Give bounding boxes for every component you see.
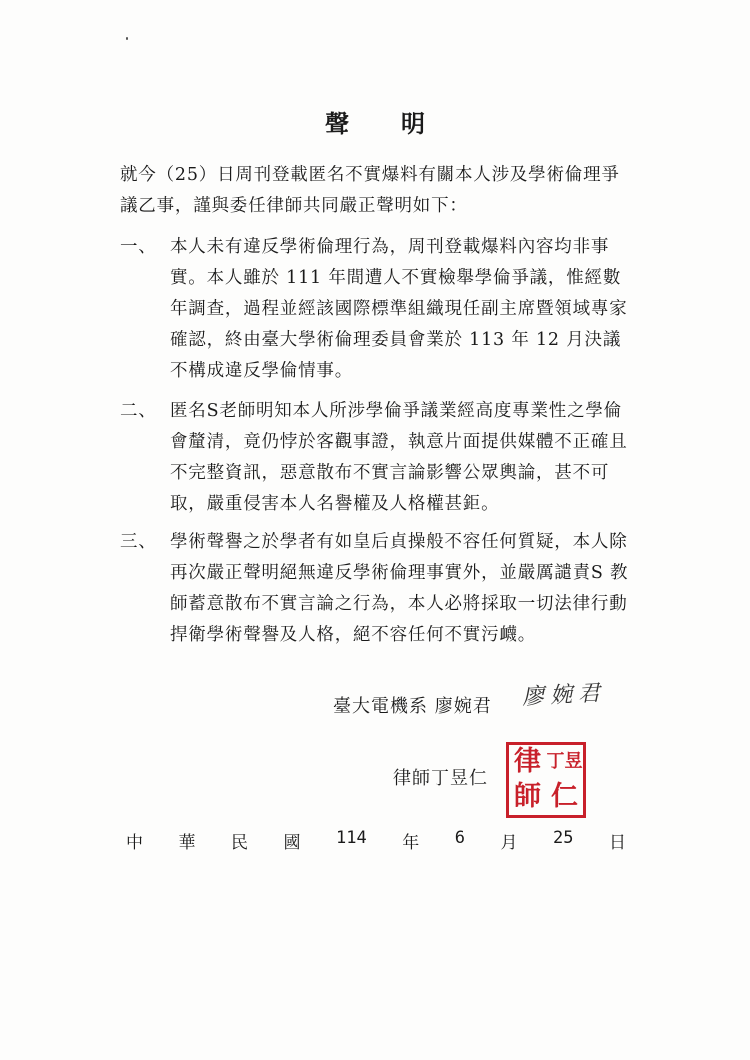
handwritten-signature: 廖婉君 bbox=[521, 680, 607, 711]
statement-item-2 bbox=[120, 396, 635, 520]
item-text: 學術聲譽之於學者有如皇后貞操般不容任何質疑，本人除再次嚴正聲明絕無違反學術倫理事實外，並嚴厲譴責S 教師蓄意散布不實言論之行為，本人必將採取一切法律行動捍衛學術聲譽及人格，絕不容任何不實污衊。 bbox=[170, 532, 629, 645]
item-number: 三、 bbox=[120, 532, 157, 552]
item-text: 本人未有違反學術倫理行為，周刊登載爆料內容均非事實。本人雖於 111 年間遭人不實檢舉學倫爭議，惟經數年調查，過程並經該國際標準組織現任副主席暨領域專家確認，終由臺大學術倫理委員會業於 113 年 12 月決議不構成違反學倫情事。 bbox=[170, 237, 628, 381]
scan-speck bbox=[126, 37, 128, 40]
date-part: 民 bbox=[231, 833, 248, 853]
date-part: 月 bbox=[500, 833, 518, 853]
statement-item-3 bbox=[120, 527, 635, 651]
seal-char: 仁 bbox=[551, 781, 578, 812]
seal-char: 師 bbox=[514, 781, 541, 812]
date-part: 年 bbox=[402, 833, 420, 853]
signatory-professor: 臺大電機系 廖婉君 bbox=[333, 696, 492, 717]
date-part: 華 bbox=[178, 833, 196, 853]
item-number: 二、 bbox=[120, 401, 157, 421]
document-date bbox=[126, 828, 626, 853]
date-part: 114 bbox=[336, 828, 367, 848]
date-part: 6 bbox=[454, 828, 465, 848]
statement-item-1 bbox=[120, 232, 635, 387]
date-part: 中 bbox=[126, 833, 143, 853]
lawyer-seal-stamp bbox=[506, 742, 586, 818]
date-part: 國 bbox=[283, 833, 301, 853]
document-title: 聲明 bbox=[325, 109, 477, 138]
date-part: 日 bbox=[608, 833, 626, 853]
item-number: 一、 bbox=[120, 237, 157, 257]
signatory-lawyer: 律師丁昱仁 bbox=[393, 768, 488, 789]
item-text: 匿名S老師明知本人所涉學倫爭議業經高度專業性之學倫會釐清，竟仍悖於客觀事證，執意片面提供媒體不正確且不完整資訊，惡意散布不實言論影響公眾輿論，甚不可取，嚴重侵害本人名譽權及人格權甚鉅。 bbox=[170, 401, 628, 514]
intro-paragraph: 就今（25）日周刊登載匿名不實爆料有關本人涉及學術倫理爭議乙事，謹與委任律師共同嚴正聲明如下： bbox=[120, 165, 620, 216]
date-part: 25 bbox=[552, 828, 574, 848]
seal-char: 丁昱 bbox=[546, 751, 583, 772]
seal-char: 律 bbox=[514, 746, 541, 777]
